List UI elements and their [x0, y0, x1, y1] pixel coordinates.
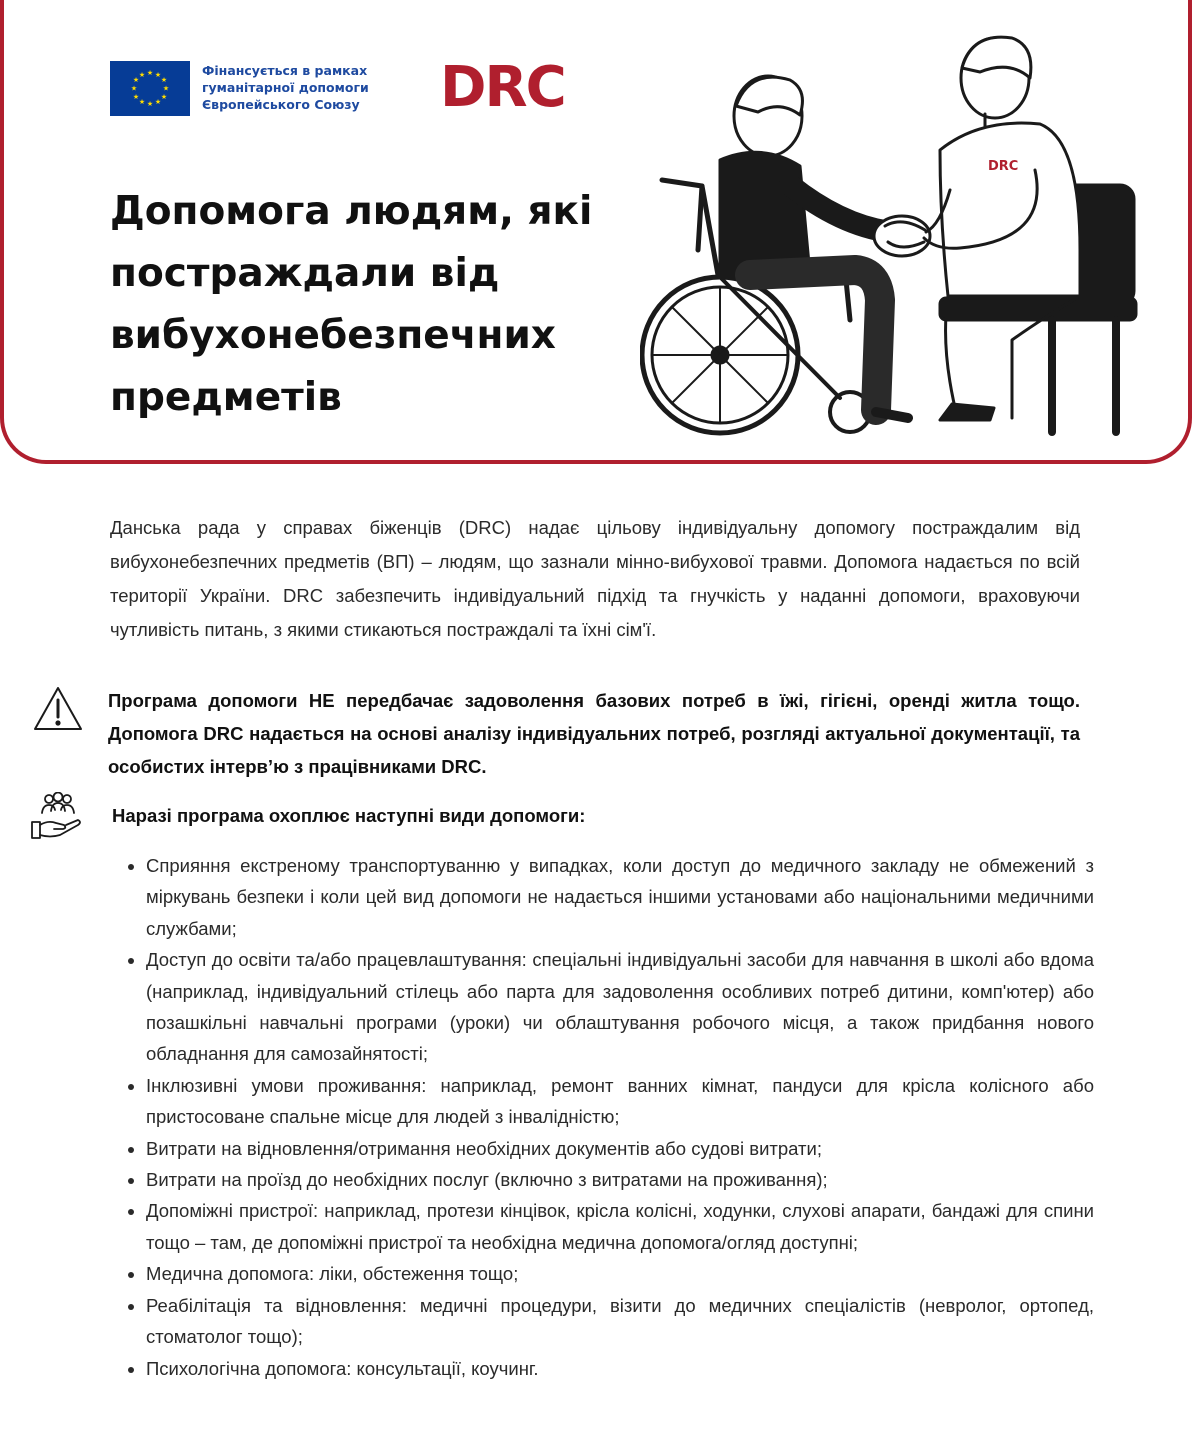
title-line: вибухонебезпечних [110, 313, 556, 358]
helping-hand-people-icon [30, 792, 86, 842]
eu-funding-line: Фінансується в рамках [202, 63, 368, 78]
intro-paragraph: Данська рада у справах біженців (DRC) надає цільову індивідуальну допомогу постраждалим від вибухонебезпечних предметів (ВП) – людям, що зазнали мінно-вибухової травми. Допомога надається по всій території України. DRC забезпечить індивідуальний підхід та гнучкість у наданні допомоги, враховуючи чутливість питань, з якими стикаються постраждалі та їхні сім'ї. [110, 517, 1080, 640]
svg-text:★: ★ [160, 76, 168, 84]
list-item: • Реабілітація та відновлення: медичні процедури, візити до медичних спеціалістів (невролог, ортопед, стоматолог тощо); [146, 1290, 1094, 1353]
eu-funding-line: Європейського Союзу [202, 97, 360, 112]
drc-logo: DRC [440, 55, 565, 120]
eu-funding-line: гуманітарної допомоги [202, 80, 369, 95]
list-item: • Допоміжні пристрої: наприклад, протези кінцівок, крісла колісні, ходунки, слухові апарати, бандажі для спини тощо – там, де допоміжні пристрої та необхідна медична допомога/огляд доступні; [146, 1195, 1094, 1258]
svg-text:★: ★ [154, 71, 162, 79]
svg-text:★: ★ [162, 84, 170, 93]
shirt-logo-text: DRC [988, 159, 1019, 174]
list-item: • Витрати на проїзд до необхідних послуг (включно з витратами на проживання); [146, 1164, 1094, 1195]
list-item: • Психологічна допомога: консультації, коучинг. [146, 1353, 1094, 1384]
list-item: • Сприяння екстреному транспортуванню у випадках, коли доступ до медичного закладу не обмежений з міркувань безпеки і коли цей вид допомоги не надається іншими установами або національними медичними службами; [146, 850, 1094, 944]
svg-text:★: ★ [154, 98, 162, 106]
svg-text:★: ★ [160, 93, 168, 101]
eu-funding-text [202, 62, 392, 113]
title-line: предметів [110, 375, 342, 420]
svg-text:★: ★ [146, 69, 154, 77]
list-item: • Витрати на відновлення/отримання необхідних документів або судові витрати; [146, 1133, 1094, 1164]
svg-text:★: ★ [130, 84, 138, 93]
assistance-list-heading: Наразі програма охоплює наступні види допомоги: [112, 805, 586, 826]
warning-triangle-icon [32, 685, 84, 733]
svg-text:★: ★ [132, 93, 140, 101]
list-item: • Інклюзивні умови проживання: наприклад, ремонт ванних кімнат, пандуси для крісла колісного або пристосоване спальне місце для людей з інвалідністю; [146, 1070, 1094, 1133]
assistance-list [120, 850, 1094, 1384]
list-item: • Медична допомога: ліки, обстеження тощо; [146, 1258, 1094, 1289]
eu-flag-icon [110, 61, 190, 116]
warning-paragraph: Програма допомоги НЕ передбачає задоволення базових потреб в їжі, гігієні, оренді житла тощо. Допомога DRC надається на основі аналізу індивідуальних потреб, розгляді актуальної документації, та особистих інтерв’ю з працівниками DRC. [108, 690, 1080, 777]
title-line: Допомога людям, які [110, 189, 593, 234]
svg-text:★: ★ [138, 71, 146, 79]
title-line: постраждали від [110, 251, 500, 296]
svg-text:★: ★ [132, 76, 140, 84]
list-item: • Доступ до освіти та/або працевлаштування: спеціальні індивідуальні засоби для навчання в школі або вдома (наприклад, індивідуальний стілець або парта для задоволення особливих потреб дитини, комп'ютер) або позашкільні навчальні програми (уроки) чи облаштування робочого місця, а також придбання нового обладнання для самозайнятості; [146, 944, 1094, 1070]
page-title [110, 181, 630, 429]
svg-text:★: ★ [138, 98, 146, 106]
svg-text:★: ★ [146, 100, 154, 108]
wheelchair-handshake-illustration [640, 20, 1140, 440]
